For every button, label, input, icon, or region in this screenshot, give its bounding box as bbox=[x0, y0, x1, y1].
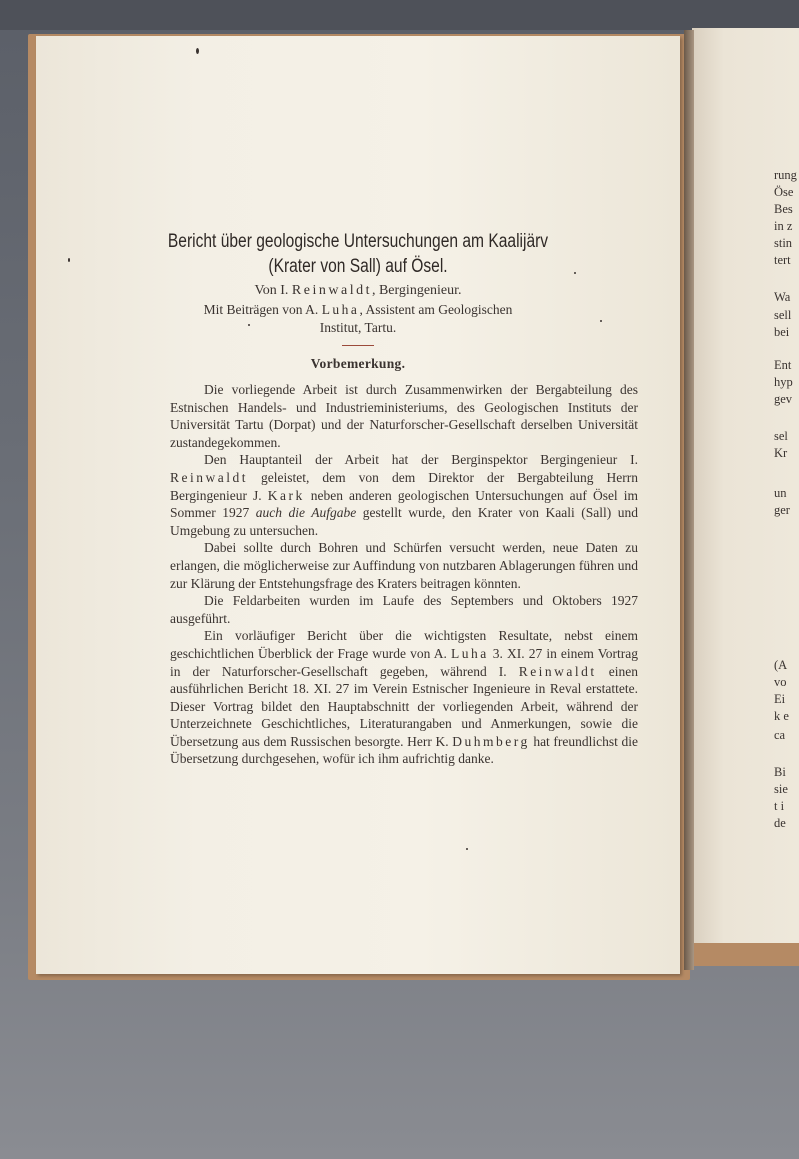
p5-name-luha: Luha bbox=[450, 645, 489, 661]
paragraph-1: Die vorliegende Arbeit ist durch Zusammenwirken der Bergabteilung des Estnischen Handels- und Industrieministeriums, des Geologischen Instituts der Universität Tartu (Dorpat) und der Naturforscher-Gesellschaft derselben Universität zustandegekommen. bbox=[170, 382, 638, 450]
contributor-name: Luha bbox=[321, 302, 360, 317]
paper-speck bbox=[466, 848, 468, 850]
adjacent-page-fragment: Ent bbox=[774, 358, 792, 372]
p5-name-reinwaldt: Reinwaldt bbox=[518, 663, 597, 679]
paragraph-2 bbox=[170, 451, 638, 539]
section-heading: Vorbemerkung. bbox=[310, 356, 406, 371]
author-name: Reinwaldt bbox=[291, 283, 372, 298]
title-line-1: Bericht über geologische Untersuchungen am Kaalijärv bbox=[167, 231, 549, 252]
p5-text-b: 3. XI. 27 in einem Vortrag in der Naturforscher-Gesellschaft gegeben, während I. bbox=[170, 645, 638, 679]
paper-speck bbox=[68, 258, 70, 262]
adjacent-page-fragment: un bbox=[774, 486, 787, 500]
contrib-affiliation: Institut, Tartu. bbox=[319, 320, 397, 335]
adjacent-page-cover-edge bbox=[692, 943, 799, 966]
p5-name-duhmberg: Duhmberg bbox=[452, 733, 530, 749]
contrib-suffix: , Assistent am Geologischen bbox=[359, 302, 513, 317]
p5-text-d: hat freundlichst die Übersetzung durchgesehen, wofür ich ihm aufrichtig danke. bbox=[170, 733, 638, 767]
adjacent-page-fragment: sell bbox=[774, 308, 792, 322]
adjacent-page-fragment: gev bbox=[774, 392, 793, 406]
adjacent-page-fragment: (A bbox=[774, 658, 788, 672]
p2-name-kark: Kark bbox=[267, 487, 305, 503]
adjacent-page-fragment: Wa bbox=[774, 290, 791, 304]
adjacent-page-fragment: hyp bbox=[774, 375, 793, 389]
author-byline bbox=[76, 282, 640, 300]
adjacent-page-fragment: sie bbox=[774, 782, 788, 796]
contrib-prefix: Mit Beiträgen von A. bbox=[203, 302, 322, 317]
body-text bbox=[170, 381, 638, 768]
adjacent-page-fragment: k e bbox=[774, 709, 789, 723]
p2-text-c: neben anderen geologischen Untersuchungen auf Ösel im Sommer 1927 bbox=[170, 487, 638, 521]
paragraph-5 bbox=[170, 627, 638, 768]
adjacent-page-fragment: Kr bbox=[774, 446, 788, 460]
adjacent-page-fragment: ca bbox=[774, 728, 786, 742]
p5-text-a: Ein vorläufiger Bericht über die wichtigsten Resultate, nebst einem geschichtlichen Überblick der Frage wurde von A. bbox=[170, 628, 638, 661]
paragraph-4: Die Feldarbeiten wurden im Laufe des Septembers und Oktobers 1927 ausgeführt. bbox=[170, 593, 638, 626]
p2-italic: auch die Aufgabe bbox=[255, 505, 357, 521]
adjacent-page-fragment: Bi bbox=[774, 765, 786, 779]
adjacent-page-fragment: vo bbox=[774, 675, 787, 689]
adjacent-page-fragment: Bes bbox=[774, 202, 793, 216]
adjacent-page-fragment: stin bbox=[774, 236, 793, 250]
adjacent-page-fragment: in z bbox=[774, 219, 793, 233]
adjacent-page-fragment: tert bbox=[774, 253, 791, 267]
adjacent-page-fragment: ger bbox=[774, 503, 790, 517]
title-line-2: (Krater von Sall) auf Ösel. bbox=[268, 256, 448, 277]
background-top-strip bbox=[0, 0, 799, 30]
p2-name-reinwaldt: Reinwaldt bbox=[170, 469, 248, 485]
adjacent-page-fragment: Öse bbox=[774, 185, 794, 199]
p5-text-c: einen ausführlichen Bericht 18. XI. 27 im Verein Estnischer Ingenieure in Reval erstattete. Dieser Vortrag bildet den Hauptabschnitt der vorliegenden Arbeit, während der Unterzeichnete Geschichtliches, Literaturangaben und Anmerkungen, sowie die Übersetzung aus dem Russischen besorgte. Herr K. bbox=[170, 663, 638, 749]
adjacent-page-fragment: de bbox=[774, 816, 786, 830]
paragraph-3: Dabei sollte durch Bohren und Schürfen versucht werden, neue Daten zu erlangen, die möglicherweise zur Auffindung von nutzbaren Ablagerungen führen und zur Klärung der Entstehungsfrage des Kraters beitragen könnten. bbox=[170, 540, 638, 591]
adjacent-page-fragment: rung bbox=[774, 168, 797, 182]
paper-speck bbox=[600, 320, 602, 322]
p2-text-b: geleistet, dem von dem Direktor der Bergabteilung Herrn Bergingenieur J. bbox=[170, 469, 638, 503]
p2-text-d: gestellt wurde, den Krater von Kaali (Sall) und Umgebung zu untersuchen. bbox=[170, 505, 639, 538]
document-title bbox=[127, 229, 589, 279]
adjacent-page bbox=[692, 28, 799, 966]
byline-prefix: Von I. bbox=[254, 283, 292, 298]
title-divider bbox=[342, 345, 374, 346]
adjacent-page-fragment: bei bbox=[774, 325, 790, 339]
contributors-line bbox=[126, 301, 590, 337]
paper-speck bbox=[196, 48, 199, 54]
adjacent-page-fragment: sel bbox=[774, 429, 788, 443]
byline-suffix: , Bergingenieur. bbox=[371, 283, 462, 298]
book-spine bbox=[684, 30, 694, 970]
adjacent-page-fragment: Ei bbox=[774, 692, 786, 706]
adjacent-page-fragment: t i bbox=[774, 799, 785, 813]
document-page bbox=[36, 36, 680, 974]
p2-text-a: Den Hauptanteil der Arbeit hat der Berginspektor Bergingenieur I. bbox=[204, 452, 638, 468]
